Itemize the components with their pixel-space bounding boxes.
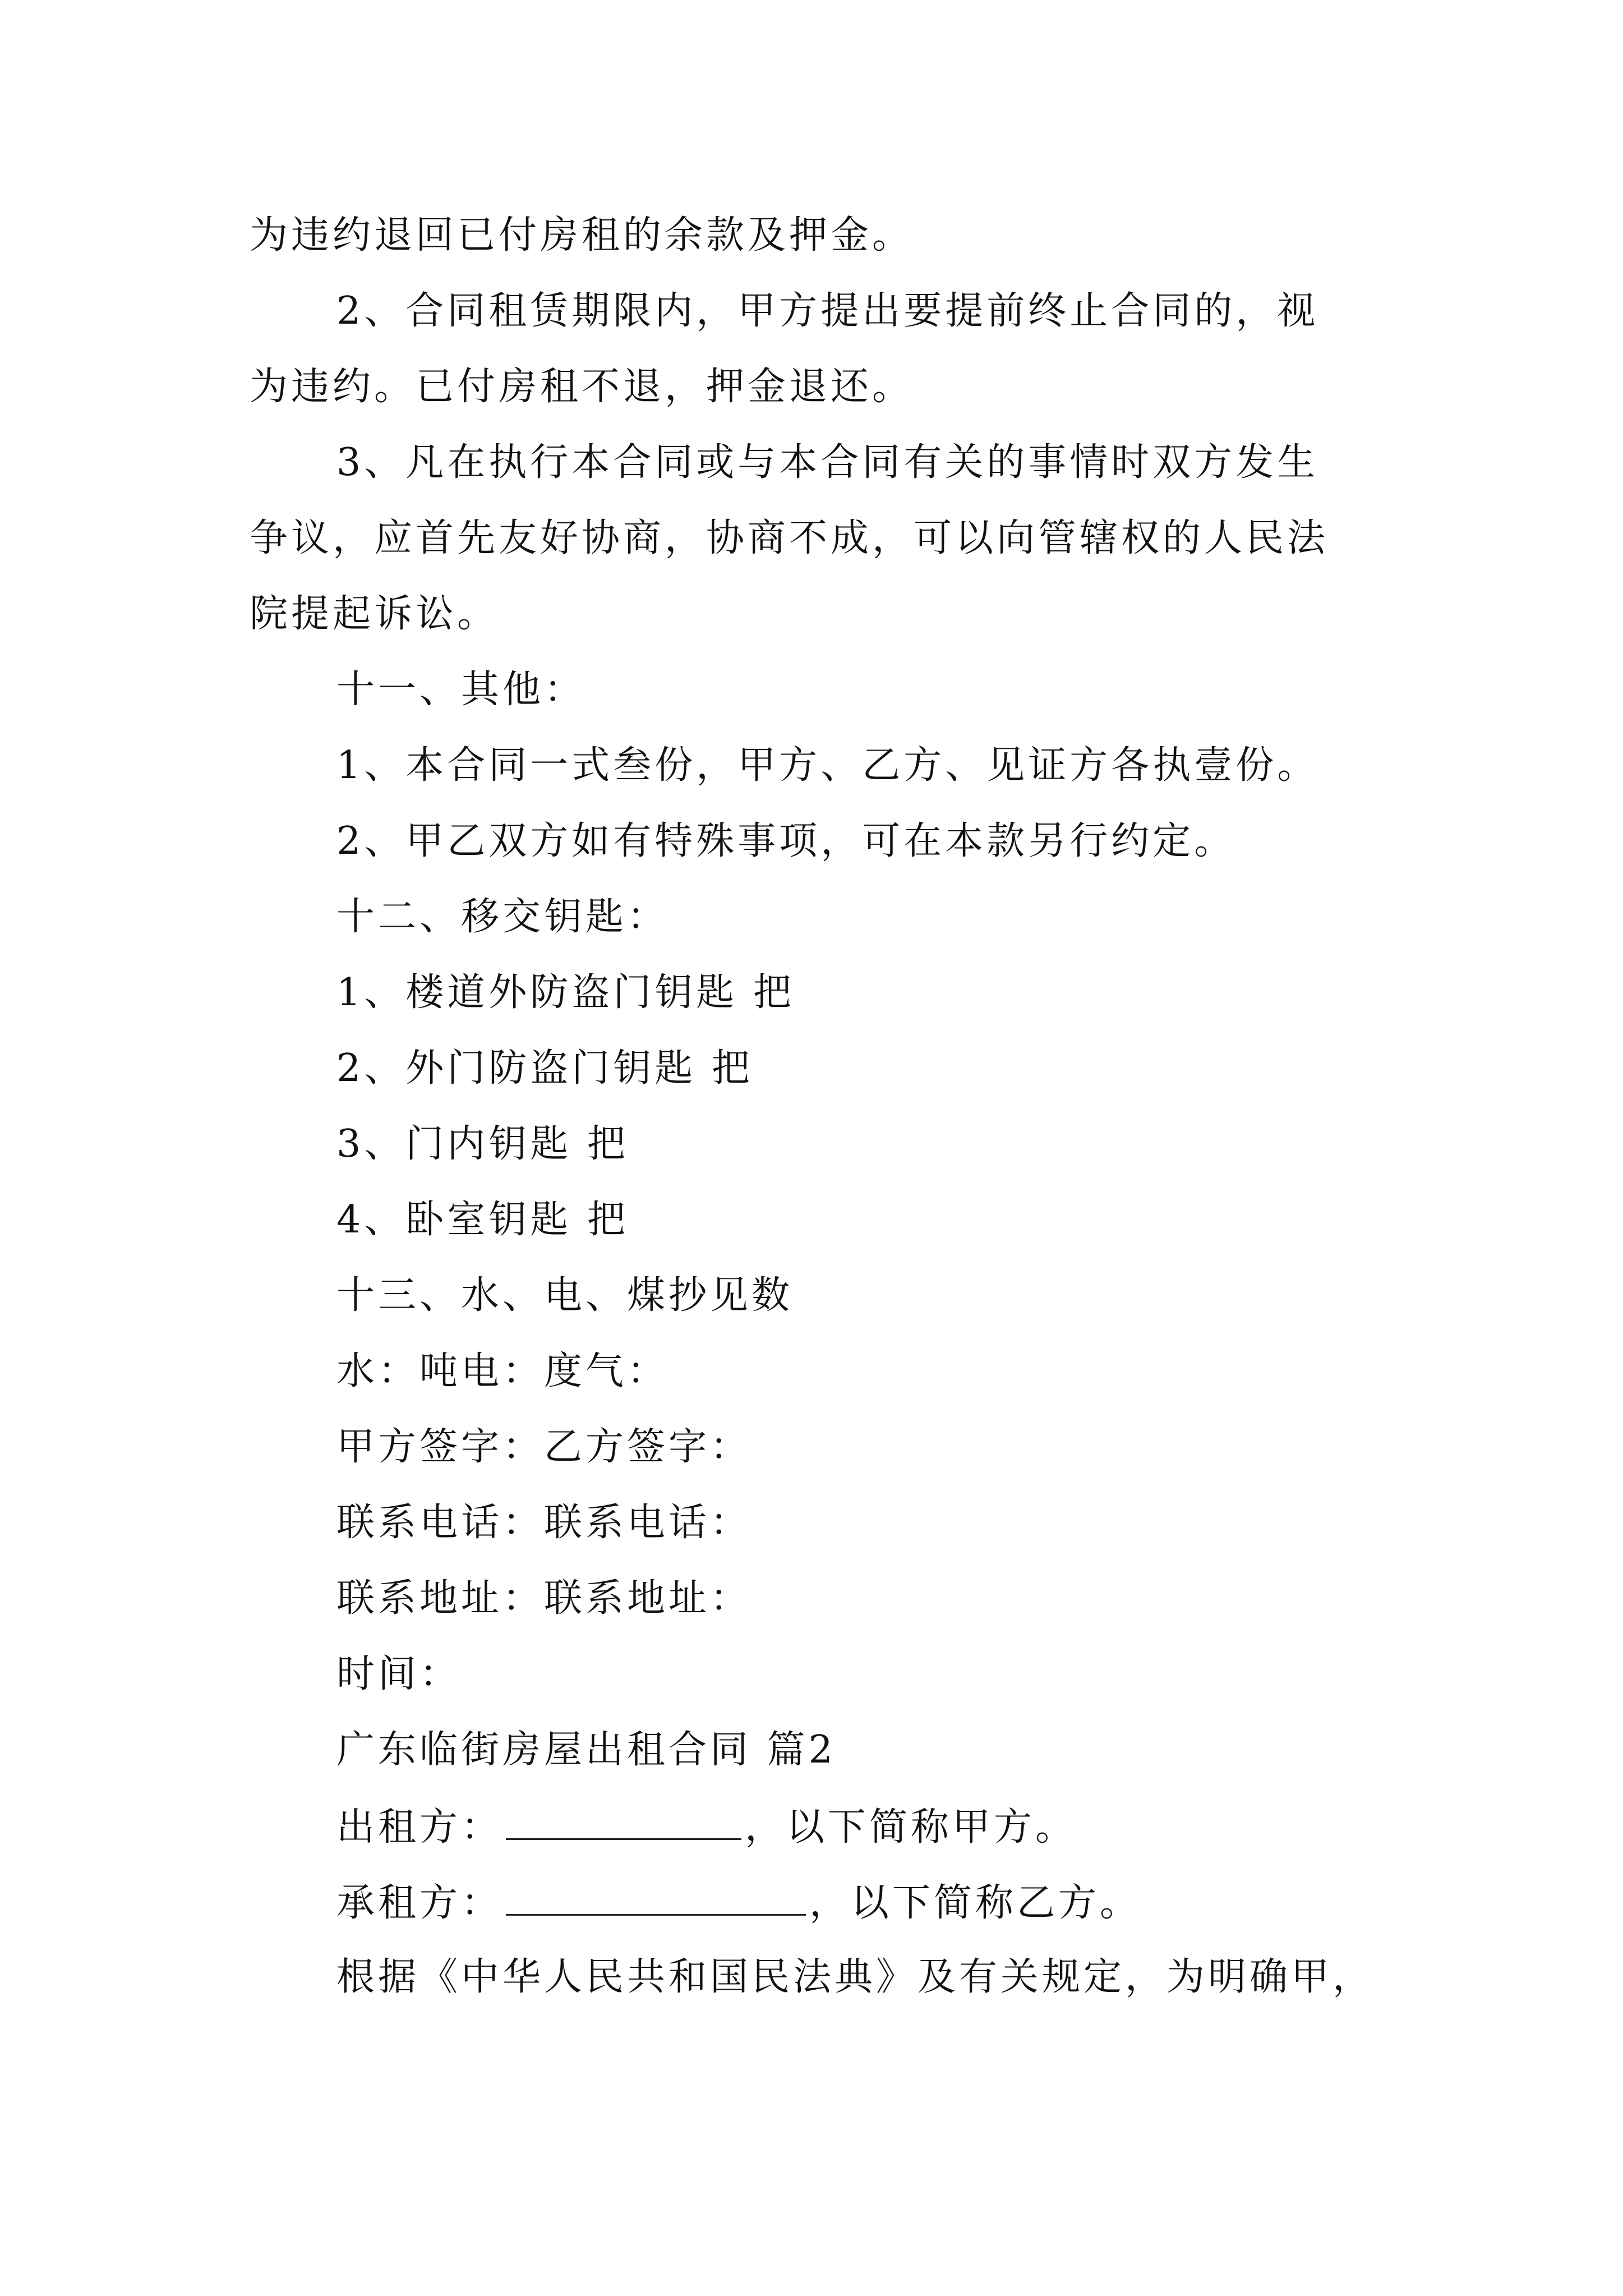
- paragraph-line: 根据《中华人民共和国民法典》及有关规定，为明确甲，: [336, 1955, 1375, 1999]
- signature-line: 甲方签字：乙方签字：: [336, 1425, 752, 1469]
- paragraph-line: 水：吨电：度气：: [336, 1349, 669, 1393]
- paragraph-line: 1、本合同一式叁份，甲方、乙方、见证方各执壹份。: [336, 743, 1319, 788]
- section-heading: 十三、水、电、煤抄见数: [336, 1273, 794, 1318]
- lessor-line: [336, 1803, 1077, 1850]
- contract-title: 广东临街房屋出租合同 篇2: [336, 1728, 836, 1772]
- section-heading: 十二、移交钥匙：: [336, 895, 669, 939]
- lessee-suffix: ，以下简称乙方。: [809, 1881, 1142, 1925]
- paragraph-line: 2、甲乙双方如有特殊事项，可在本款另行约定。: [336, 819, 1236, 863]
- paragraph-line: 4、卧室钥匙 把: [336, 1198, 629, 1242]
- contact-address-line: 联系地址：联系地址：: [336, 1576, 752, 1621]
- contact-phone-line: 联系电话：联系电话：: [336, 1501, 752, 1545]
- paragraph-line: 为违约退回已付房租的余款及押金。: [250, 213, 914, 257]
- paragraph-line: 争议，应首先友好协商，协商不成，可以向管辖权的人民法: [250, 516, 1329, 560]
- paragraph-line: 为违约。已付房租不退，押金退还。: [250, 365, 914, 409]
- section-heading: 十一、其他：: [336, 668, 586, 712]
- date-line: 时间：: [336, 1652, 462, 1696]
- paragraph-line: 1、楼道外防盗门钥匙 把: [336, 970, 795, 1015]
- paragraph-line: 院提起诉讼。: [250, 592, 499, 636]
- paragraph-line: 2、合同租赁期限内，甲方提出要提前终止合同的，视: [336, 289, 1319, 333]
- lessor-label: 出租方：: [336, 1805, 503, 1849]
- lessor-suffix: ，以下简称甲方。: [745, 1805, 1077, 1849]
- lessee-line: [336, 1879, 1141, 1926]
- lessor-blank: [506, 1803, 741, 1840]
- paragraph-line: 3、门内钥匙 把: [336, 1122, 629, 1166]
- paragraph-line: 2、外门防盗门钥匙 把: [336, 1046, 753, 1091]
- paragraph-line: 3、凡在执行本合同或与本合同有关的事情时双方发生: [336, 440, 1319, 485]
- lessee-blank: [506, 1879, 806, 1916]
- lessee-label: 承租方：: [336, 1881, 503, 1925]
